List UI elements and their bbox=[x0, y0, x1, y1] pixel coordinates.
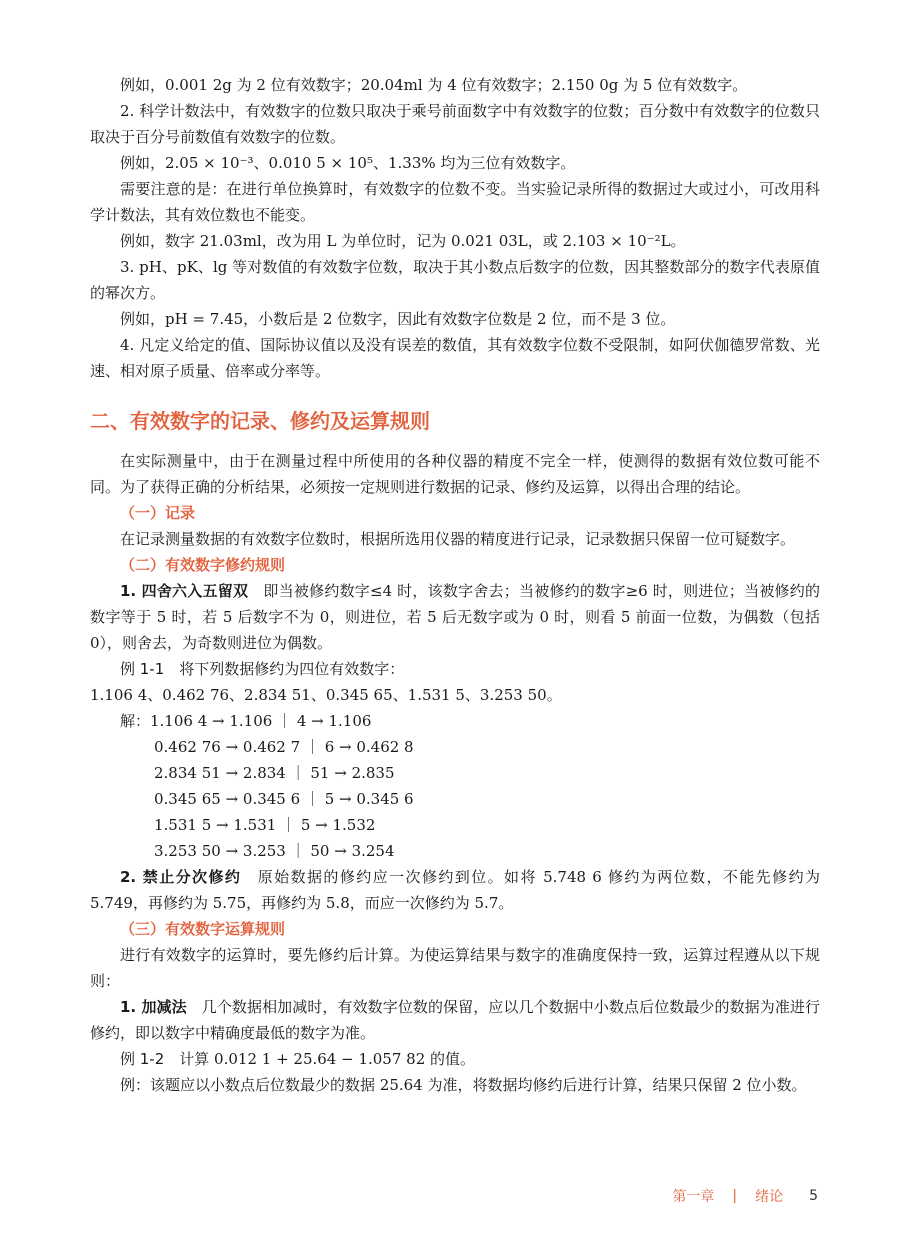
rule-label: 1. 加减法 bbox=[120, 998, 187, 1016]
example-text: 计算 0.012 1 + 25.64 − 1.057 82 的值。 bbox=[164, 1050, 476, 1068]
rule-text: 几个数据相加减时，有效数字位数的保留，应以几个数据中小数点后位数最少的数据为准进行修约，即以数字中精确度最低的数字为准。 bbox=[90, 998, 820, 1042]
paragraph: 例：该题应以小数点后位数最少的数据 25.64 为准，将数据均修约后进行计算，结果只保留 2 位小数。 bbox=[120, 1076, 807, 1094]
section-heading: 二、有效数字的记录、修约及运算规则 bbox=[90, 409, 430, 433]
example-label: 例 1-1 bbox=[120, 660, 165, 678]
page-body bbox=[90, 72, 820, 1098]
solution-line: 1.531 5 → 1.531 ｜ 5 → 1.532 bbox=[154, 816, 376, 834]
footer-title: 绪论 bbox=[755, 1189, 784, 1205]
paragraph: 例如，2.05 × 10⁻³、0.010 5 × 10⁵、1.33% 均为三位有效数字。 bbox=[120, 154, 576, 172]
paragraph: 例如，0.001 2g 为 2 位有效数字；20.04ml 为 4 位有效数字；2.150 0g 为 5 位有效数字。 bbox=[120, 76, 748, 94]
rule-paragraph bbox=[90, 994, 820, 1046]
paragraph: 需要注意的是：在进行单位换算时，有效数字的位数不变。当实验记录所得的数据过大或过小，可改用科学计数法，其有效位数也不能变。 bbox=[90, 180, 820, 224]
paragraph: 在实际测量中，由于在测量过程中所使用的各种仪器的精度不完全一样，使测得的数据有效位数可能不同。为了获得正确的分析结果，必须按一定规则进行数据的记录、修约及运算，以得出合理的结论。 bbox=[90, 452, 820, 496]
example-label: 例 1-2 bbox=[120, 1050, 165, 1068]
subsection-heading: （三）有效数字运算规则 bbox=[120, 920, 286, 938]
paragraph: 例如，数字 21.03ml，改为用 L 为单位时，记为 0.021 03L，或 2.103 × 10⁻²L。 bbox=[120, 232, 686, 250]
example-paragraph bbox=[90, 1046, 820, 1072]
rule-label: 2. 禁止分次修约 bbox=[120, 868, 242, 886]
rule-paragraph bbox=[90, 578, 820, 656]
solution-line: 0.462 76 → 0.462 7 ｜ 6 → 0.462 8 bbox=[154, 738, 414, 756]
paragraph: 2. 科学计数法中，有效数字的位数只取决于乘号前面数字中有效数字的位数；百分数中有效数字的位数只取决于百分号前数值有效数字的位数。 bbox=[90, 102, 820, 146]
page-footer bbox=[672, 1186, 818, 1206]
example-text: 将下列数据修约为四位有效数字： bbox=[164, 660, 405, 678]
example-paragraph bbox=[90, 656, 820, 682]
rule-text: 即当被修约数字≤4 时，该数字舍去；当被修约的数字≥6 时，则进位；当被修约的数字等于 5 时，若 5 后数字不为 0，则进位，若 5 后无数字或为 0 时，则看 5 前面一位数，为偶数（包括 0），则舍去，为奇数则进位为偶数。 bbox=[90, 582, 821, 652]
solution-line: 2.834 51 → 2.834 ｜ 51 → 2.835 bbox=[154, 764, 395, 782]
footer-chapter: 第一章 bbox=[672, 1189, 715, 1205]
subsection-heading: （二）有效数字修约规则 bbox=[120, 556, 286, 574]
page-number: 5 bbox=[809, 1188, 818, 1204]
rule-paragraph bbox=[90, 864, 820, 916]
solution-line: 解：1.106 4 → 1.106 ｜ 4 → 1.106 bbox=[120, 712, 372, 730]
example-data: 1.106 4、0.462 76、2.834 51、0.345 65、1.531 5、3.253 50。 bbox=[90, 686, 562, 704]
paragraph: 在记录测量数据的有效数字位数时，根据所选用仪器的精度进行记录，记录数据只保留一位可疑数字。 bbox=[120, 530, 796, 548]
paragraph: 进行有效数字的运算时，要先修约后计算。为使运算结果与数字的准确度保持一致，运算过程遵从以下规则： bbox=[90, 946, 820, 990]
solution-line: 3.253 50 → 3.253 ｜ 50 → 3.254 bbox=[154, 842, 395, 860]
rule-label: 1. 四舍六入五留双 bbox=[120, 582, 249, 600]
subsection-heading: （一）记录 bbox=[120, 504, 196, 522]
solution-line: 0.345 65 → 0.345 6 ｜ 5 → 0.345 6 bbox=[154, 790, 414, 808]
rule-text: 原始数据的修约应一次修约到位。如将 5.748 6 修约为两位数，不能先修约为 5.749，再修约为 5.75，再修约为 5.8，而应一次修约为 5.7。 bbox=[90, 868, 821, 912]
footer-separator: | bbox=[732, 1188, 738, 1204]
paragraph: 3. pH、pK、lg 等对数值的有效数字位数，取决于其小数点后数字的位数，因其整数部分的数字代表原值的幂次方。 bbox=[90, 258, 820, 302]
paragraph: 4. 凡定义给定的值、国际协议值以及没有误差的数值，其有效数字位数不受限制，如阿伏伽德罗常数、光速、相对原子质量、倍率或分率等。 bbox=[90, 336, 820, 380]
paragraph: 例如，pH = 7.45，小数后是 2 位数字，因此有效数字位数是 2 位，而不是 3 位。 bbox=[120, 310, 676, 328]
